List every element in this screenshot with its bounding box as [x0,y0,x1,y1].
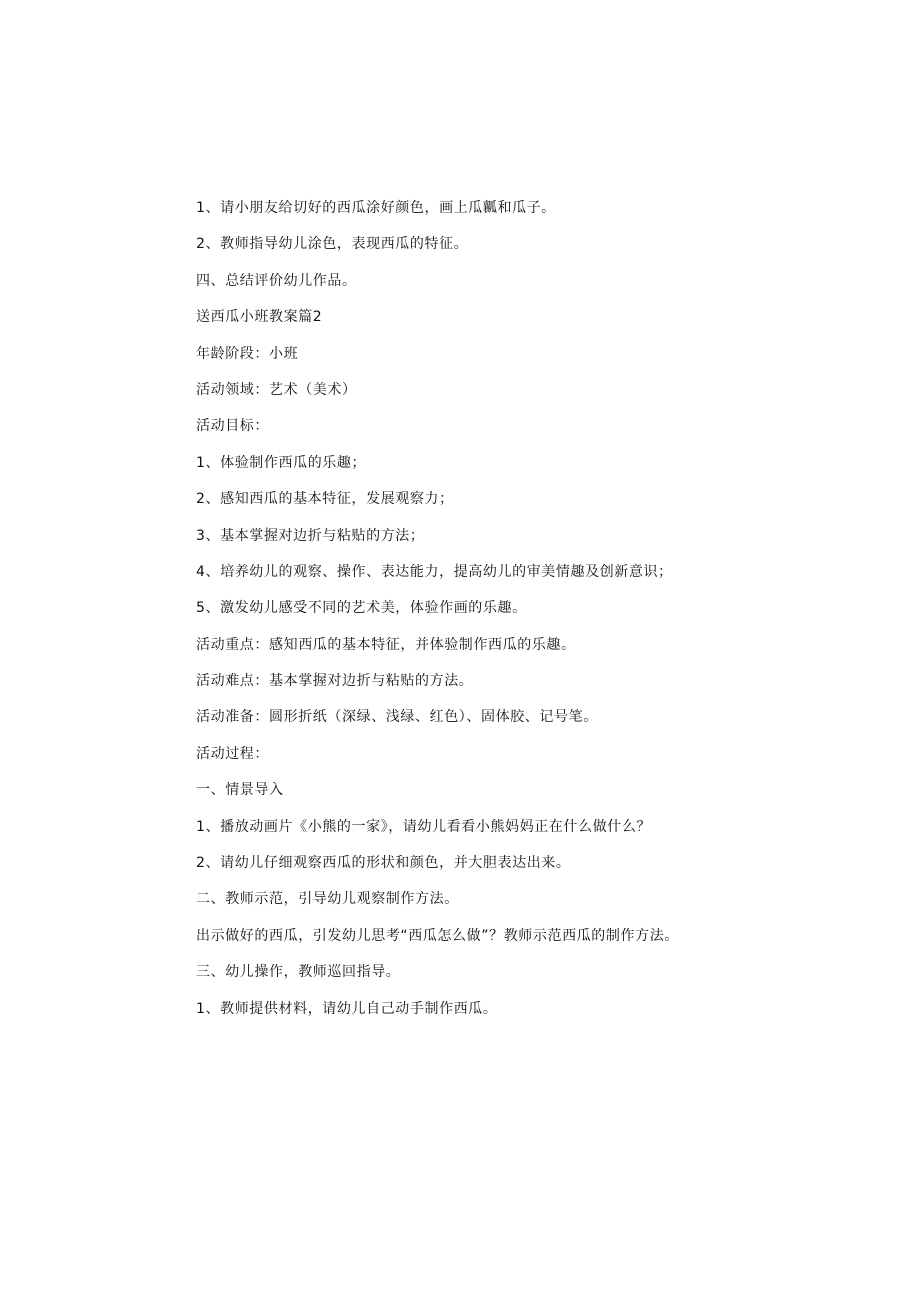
paragraph-line: 1、播放动画片《小熊的一家》，请幼儿看看小熊妈妈正在什么做什么？ [196,818,652,835]
paragraph-line: 2、请幼儿仔细观察西瓜的形状和颜色，并大胆表达出来。 [196,855,571,872]
document-body [196,198,896,1035]
key-point-line: 活动重点：感知西瓜的基本特征，并体验制作西瓜的乐趣。 [196,636,576,653]
age-stage-line: 年龄阶段：小班 [196,345,299,362]
paragraph-line: 出示做好的西瓜，引发幼儿思考“西瓜怎么做”？教师示范西瓜的制作方法。 [196,927,679,944]
section-heading: 二、教师示范，引导幼儿观察制作方法。 [196,891,459,908]
goal-item: 4、培养幼儿的观察、操作、表达能力，提高幼儿的审美情趣及创新意识； [196,563,673,580]
activity-field-line: 活动领域：艺术（美术） [196,381,357,398]
preparation-line: 活动准备：圆形折纸（深绿、浅绿、红色）、固体胶、记号笔。 [196,709,598,726]
document-subtitle: 送西瓜小班教案篇2 [196,309,323,326]
paragraph-line: 1、教师提供材料，请幼儿自己动手制作西瓜。 [196,1000,498,1017]
paragraph-line: 2、教师指导幼儿涂色，表现西瓜的特征。 [196,236,469,253]
section-heading: 四、总结评价幼儿作品。 [196,272,357,289]
section-heading: 一、情景导入 [196,782,284,799]
section-heading: 三、幼儿操作，教师巡回指导。 [196,964,401,981]
paragraph-line: 1、请小朋友给切好的西瓜涂好颜色，画上瓜瓤和瓜子。 [196,200,556,216]
goal-item: 1、体验制作西瓜的乐趣； [196,454,367,471]
goals-heading: 活动目标： [196,418,269,435]
difficulty-line: 活动难点：基本掌握对边折与粘贴的方法。 [196,673,474,690]
goal-item: 2、感知西瓜的基本特征，发展观察力； [196,491,454,508]
goal-item: 5、激发幼儿感受不同的艺术美，体验作画的乐趣。 [196,600,527,617]
process-heading: 活动过程： [196,745,269,762]
goal-item: 3、基本掌握对边折与粘贴的方法； [196,527,425,544]
